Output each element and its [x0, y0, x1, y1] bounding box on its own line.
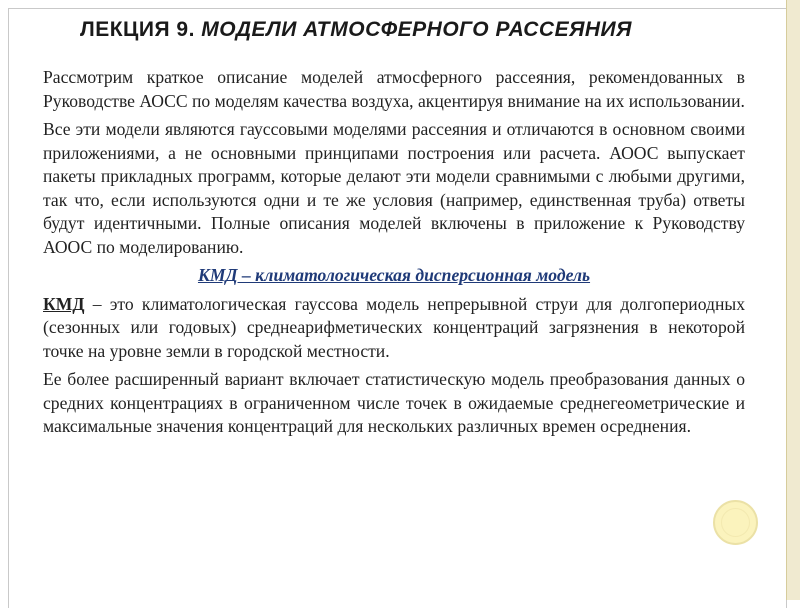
slide-title: [80, 18, 770, 42]
title-main: МОДЕЛИ АТМОСФЕРНОГО РАССЕЯНИЯ: [201, 18, 632, 41]
slide-content: [43, 66, 745, 444]
extended-version-paragraph: Ее более расширенный вариант включает статистическую модель преобразования данных о средних концентрациях в ограниченном числе точек в ожидаемые среднегеометрические и максимальные значения концентраций для нескольких различных времен осреднения.: [43, 369, 745, 436]
slide-nav-circle-inner: [721, 508, 750, 537]
gaussian-models-paragraph: Все эти модели являются гауссовыми моделями рассеяния и отличаются в основном своими приложениями, а не основными принципами построения или расчета. АООС выпускает пакеты прикладных программ, которые делают эти модели сравнимыми с любыми другими, так что, если используются одни и те же условия (например, единственная труба) ответы будут идентичными. Полные описания моделей включены в приложение к Руководству АООС по моделированию.: [43, 119, 745, 257]
right-decorative-band: [787, 0, 800, 600]
kmd-subheading: КМД – климатологическая дисперсионная модель: [197, 265, 591, 285]
kmd-definition-paragraph: [43, 293, 745, 364]
title-prefix: ЛЕКЦИЯ 9.: [80, 18, 195, 41]
slide-nav-circle-icon[interactable]: [713, 500, 758, 545]
kmd-term: КМД: [43, 293, 85, 314]
intro-paragraph: Рассмотрим краткое описание моделей атмосферного рассеяния, рекомендованных в Руководстве АОСС по моделям качества воздуха, акцентируя внимание на их использовании.: [43, 67, 745, 111]
kmd-definition-text: – это климатологическая гауссова модель непрерывной струи для долгопериодных (сезонных или годовых) среднеарифметических концентраций загрязнения в некоторой точке на уровне земли в городской местности.: [43, 293, 745, 361]
